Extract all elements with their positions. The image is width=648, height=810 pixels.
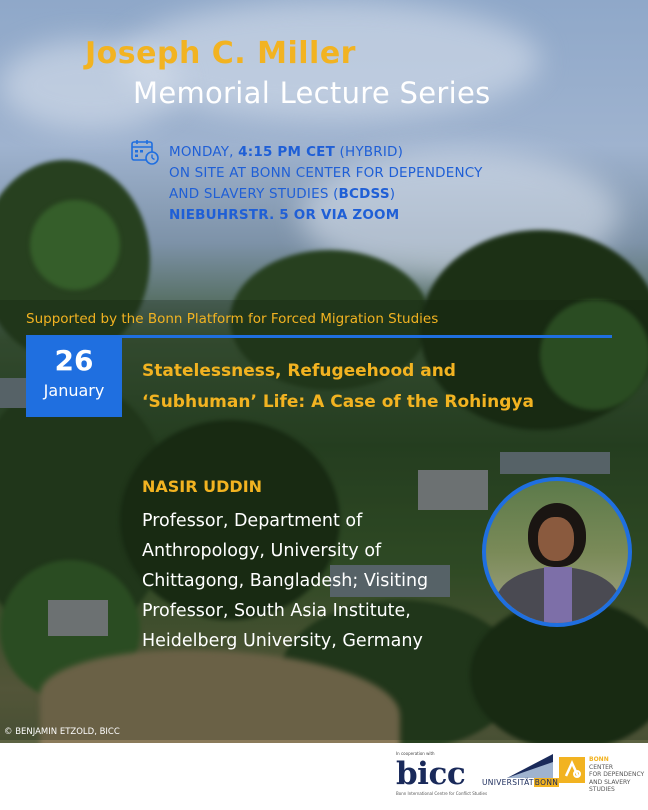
speaker-role-line: Professor, Department of xyxy=(142,511,363,531)
bicc-subtitle: Bonn International Centre for Conflict Studies xyxy=(396,791,488,796)
support-note: Supported by the Bonn Platform for Forced Migration Studies xyxy=(26,311,439,327)
lecture-title-line2: ‘Subhuman’ Life: A Case of the Rohingya xyxy=(142,392,534,412)
date-month: January xyxy=(43,381,105,400)
event-info xyxy=(169,142,483,226)
series-title-name: Joseph C. Miller xyxy=(85,36,356,71)
event-mode: (HYBRID) xyxy=(335,144,404,160)
speaker-role-line: Heidelberg University, Germany xyxy=(142,631,423,651)
speaker-name: NASIR UDDIN xyxy=(142,477,263,496)
speaker-role xyxy=(142,506,472,656)
speaker-role-line: Anthropology, University of xyxy=(142,541,382,561)
event-location-line2-close: ) xyxy=(389,186,396,202)
event-location-line2-text: AND SLAVERY STUDIES ( xyxy=(169,186,339,202)
bcdss-line3: AND SLAVERY xyxy=(589,778,631,786)
bcdss-line2: FOR DEPENDENCY xyxy=(589,771,645,778)
bcdss-center: CENTER xyxy=(589,763,614,771)
event-location-acronym: BCDSS xyxy=(338,186,390,202)
speaker-role-line: Professor, South Asia Institute, xyxy=(142,601,411,621)
series-title-subtitle: Memorial Lecture Series xyxy=(133,76,491,110)
speaker-portrait xyxy=(482,477,632,627)
event-time-line xyxy=(169,142,483,163)
date-day: 26 xyxy=(54,344,94,377)
bcdss-text xyxy=(589,756,644,794)
university-bonn-logo-icon xyxy=(507,754,553,778)
bicc-logo: bicc xyxy=(396,756,466,792)
university-bonn-text xyxy=(482,778,559,787)
speaker-role-line: Chittagong, Bangladesh; Visiting xyxy=(142,571,429,591)
date-badge xyxy=(26,338,122,417)
calendar-clock-icon xyxy=(131,139,159,165)
lecture-title-line1: Statelessness, Refugeehood and xyxy=(142,361,456,381)
cooperation-label: In cooperation with xyxy=(396,751,435,756)
event-time: 4:15 PM CET xyxy=(238,144,336,160)
lecture-title xyxy=(142,356,534,418)
event-day: MONDAY, xyxy=(169,144,239,160)
photo-credit: © BENJAMIN ETZOLD, BICC xyxy=(4,727,120,737)
bcdss-line1 xyxy=(589,756,644,771)
uni-text-highlight: BONN xyxy=(534,778,559,787)
bcdss-logo-icon xyxy=(559,757,585,783)
event-address: NIEBUHRSTR. 5 OR VIA ZOOM xyxy=(169,207,400,223)
uni-text-prefix: UNIVERSITÄT xyxy=(482,778,534,787)
bcdss-bonn: BONN xyxy=(589,756,609,763)
event-location-line2 xyxy=(169,184,483,205)
bcdss-line4: STUDIES xyxy=(589,786,615,793)
event-location-line1: ON SITE AT BONN CENTER FOR DEPENDENCY xyxy=(169,165,483,181)
event-location-line3 xyxy=(169,205,483,226)
